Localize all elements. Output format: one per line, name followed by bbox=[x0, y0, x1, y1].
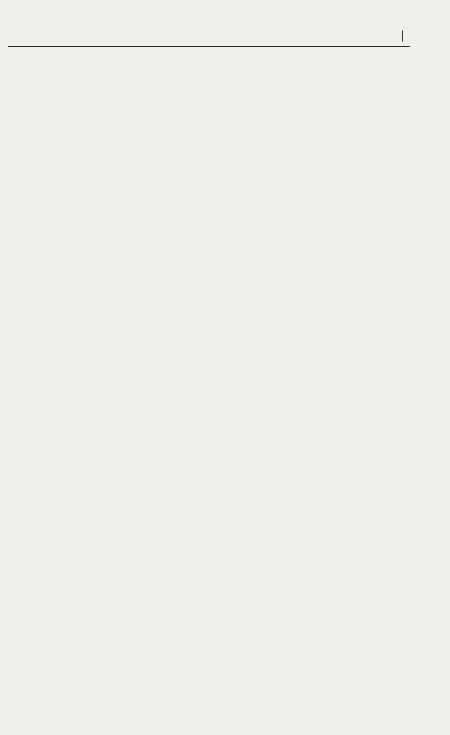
header-separator: | bbox=[400, 28, 404, 42]
running-header bbox=[8, 26, 410, 47]
header-text bbox=[395, 28, 410, 42]
